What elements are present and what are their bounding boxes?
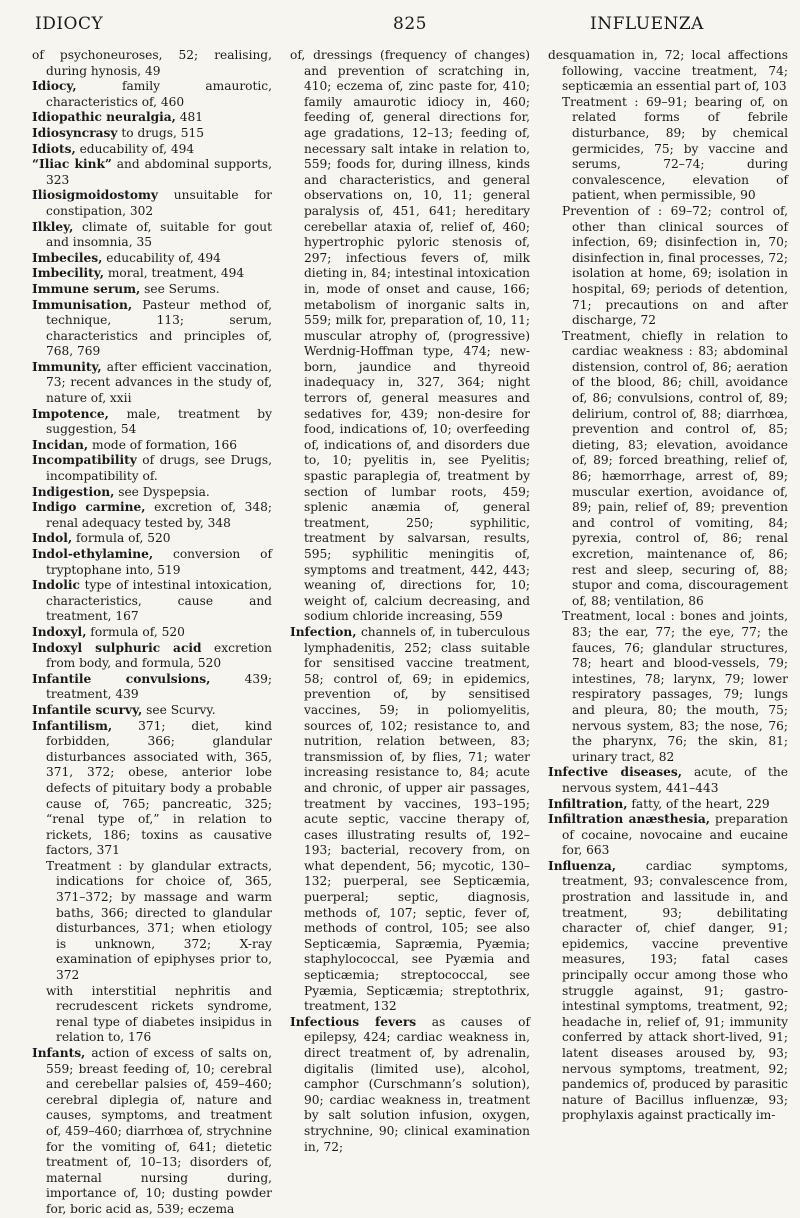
- entry-heading: Indolic: [32, 578, 80, 593]
- entry-heading: Idiots,: [32, 141, 76, 156]
- entry-heading: Indigo carmine,: [32, 500, 146, 515]
- entry-text: fatty, of the heart, 229: [627, 796, 770, 811]
- entry-heading: Indol,: [32, 531, 73, 546]
- index-entry: [32, 251, 272, 267]
- entry-text: unsuitable for constipation, 302: [46, 188, 272, 218]
- entry-text: moral, treatment, 494: [103, 266, 245, 281]
- index-entry: [548, 329, 788, 610]
- entry-heading: Infantile scurvy,: [32, 702, 143, 717]
- index-entry: [32, 142, 272, 158]
- index-column-1: [32, 48, 272, 1216]
- index-entry: [32, 188, 272, 219]
- entry-text: and abdominal supports, 323: [46, 157, 272, 187]
- entry-text: see Dyspepsia.: [114, 484, 210, 499]
- index-entry: [32, 79, 272, 110]
- index-entry: [548, 797, 788, 813]
- running-header: [0, 14, 800, 44]
- entry-heading: Influenza,: [548, 858, 616, 873]
- header-left-word: IDIOCY: [35, 14, 104, 34]
- entry-text: Pasteur method of, technique, 113; serum, characteristics and principles of, 768, 769: [46, 297, 272, 359]
- entry-heading: Incompatibility: [32, 453, 137, 468]
- entry-heading: Infants,: [32, 1046, 86, 1060]
- index-entry: [32, 500, 272, 531]
- entry-heading: Idiopathic neuralgia,: [32, 110, 176, 125]
- entry-text: to drugs, 515: [117, 125, 204, 140]
- entry-text: mode of formation, 166: [88, 437, 238, 452]
- index-entry: [32, 360, 272, 407]
- entry-heading: Infectious fevers: [290, 1014, 417, 1029]
- entry-text: type of intestinal intoxication, characteristics, cause and treatment, 167: [46, 578, 272, 624]
- entry-text: see Scurvy.: [142, 702, 216, 717]
- index-entry: [32, 157, 272, 188]
- entry-heading: Imbeciles,: [32, 250, 103, 265]
- entry-heading: Ilkley,: [32, 219, 74, 234]
- entry-heading: Incidan,: [32, 437, 89, 452]
- entry-text: see Serums.: [140, 281, 220, 296]
- index-entry: [32, 220, 272, 251]
- entry-text: of, dressings (frequency of changes) and prevention of scratching in, 410; eczema of, zinc paste for, 410; family amaurotic idiocy in, 460; feeding of, general directions for, age gradations, 12–13; feeding of, necessary salt intake in relation to, 559; foods for, during illness, kinds and characteristics, and general observations on, 10, 11; general paralysis of, 451, 641; hereditary cerebellar ataxia of, relief of, 460; hypertrophic pyloric stenosis of, 297; infectious fevers of, milk dieting in, 84; intestinal intoxication in, mode of onset and cause, 166; metabolism of inorganic salts in, 559; milk for, preparation of, 10, 11; muscular atrophy of, (progressive) Werdnig-Hoffman type, 474; new-born, jaundice and thyreoid inadequacy in, 327, 364; night terrors of, general measures and sedatives for, 439; non-desire for food, indications of, 10; overfeeding of, indications of, and disorders due to, 10; pyelitis in, see Pyelitis; spastic paraplegia of, treatment by section of lumbar roots, 459; splenic anæmia of, general treatment, 250; syphilitic, treatment by salvarsan, results, 595; syphilitic meningitis of, symptoms and treatment, 442, 443; weaning of, directions for, 10; weight of, calcium decreasing, and sodium chloride increasing, 559: [290, 48, 530, 624]
- entry-text: climate of, suitable for gout and insomnia, 35: [46, 219, 272, 250]
- entry-heading: Idiosyncrasy: [32, 125, 118, 140]
- entry-text: educability of, 494: [102, 250, 221, 265]
- entry-text: 481: [175, 110, 204, 125]
- entry-heading: Indigestion,: [32, 484, 115, 499]
- index-entry: [548, 48, 788, 95]
- entry-heading: Infective diseases,: [548, 765, 682, 780]
- index-entry: [32, 578, 272, 625]
- entry-heading: Indoxyl sulphuric acid: [32, 640, 202, 655]
- entry-text: excretion of, 348; renal adequacy tested by, 348: [46, 500, 272, 530]
- entry-heading: Imbecility,: [32, 266, 104, 281]
- entry-text: as causes of epilepsy, 424; cardiac weakness in, direct treatment of, by adrenalin, digitalis (limited use), alcohol, camphor (Curschmann’s solution), 90; cardiac weakness in, treatment by salt solution infusion, oxygen, strychnine, 90; clinical examination in, 72;: [304, 1014, 530, 1154]
- index-entry: [32, 719, 272, 859]
- entry-text: preparation of cocaine, novocaine and eucaine for, 663: [562, 812, 789, 858]
- entry-text: Treatment, local : bones and joints, 83; the ear, 77; the eye, 77; the fauces, 76; glandular structures, 78; heart and blood-vessels, 79; intestines, 78; larynx, 79; lower respiratory passages, 79; lungs and pleura, 80; the mouth, 75; nervous system, 83; the nose, 76; the pharynx, 76; the skin, 81; urinary tract, 82: [562, 609, 788, 764]
- index-entry: [32, 1046, 272, 1218]
- entry-heading: Indoxyl,: [32, 624, 87, 639]
- header-right-word: INFLUENZA: [590, 14, 704, 34]
- entry-text: Prevention of : 69–72; control of, other than clinical sources of infection, 69; disinfection in, 70; disinfection in, final processes, 72; isolation at home, 69; isolation in hospital, 69; periods of detention, 71; precautions on and after discharge, 72: [562, 203, 788, 328]
- entry-text: 439; treatment, 439: [46, 671, 272, 702]
- entry-text: with interstitial nephritis and recrudescent rickets syndrome, renal type of diabetes insipidus in relation to, 176: [46, 983, 272, 1045]
- index-entry: [32, 298, 272, 360]
- index-entry: [32, 859, 272, 984]
- entry-heading: Immune serum,: [32, 281, 141, 296]
- entry-heading: Infantile convulsions,: [32, 671, 211, 686]
- entry-text: of drugs, see Drugs, incompatibility of.: [46, 453, 272, 484]
- index-entry: [32, 438, 272, 454]
- index-entry: [32, 547, 272, 578]
- index-column-2: [290, 48, 530, 1154]
- entry-heading: Idiocy,: [32, 79, 77, 94]
- entry-heading: Immunity,: [32, 359, 102, 374]
- entry-text: formula of, 520: [86, 624, 185, 639]
- index-entry: [548, 204, 788, 329]
- index-entry: [32, 672, 272, 703]
- index-entry: [32, 126, 272, 142]
- entry-text: action of excess of salts on, 559; breast feeding of, 10; cerebral and cerebellar palsies of, 459–460; cerebral diplegia of, nature and causes, symptoms, and treatment of, 459–460; diarrhœa of, strychnine for the vomiting of, 641; dietetic treatment of, 10–13; disorders of, maternal nursing during, importance of, 10; dusting powder for, boric acid as, 539; eczema: [46, 1046, 272, 1216]
- entry-text: 371; diet, kind forbidden, 366; glandular disturbances associated with, 365, 371, 372; obese, anterior lobe defects of pituitary body a probable cause of, 765; pancreatic, 325; “renal type of,” in relation to rickets, 186; toxins as causative factors, 371: [46, 718, 272, 858]
- entry-text: Treatment : 69–91; bearing of, on related forms of febrile disturbance, 89; by chemical germicides, 75; by vaccine and serums, 72–74; during convalescence, elevation of patient, when permissible, 90: [562, 94, 788, 203]
- index-entry: [548, 609, 788, 765]
- index-entry: [548, 812, 788, 859]
- index-column-3: [548, 48, 789, 1123]
- index-entry: [32, 48, 272, 79]
- index-entry: [290, 1015, 530, 1155]
- entry-text: of psychoneuroses, 52; realising, during hynosis, 49: [32, 48, 272, 78]
- entry-text: desquamation in, 72; local affections following, vaccine treatment, 74; septicæmia an essential part of, 103: [548, 48, 788, 94]
- page-number: 825: [393, 14, 427, 34]
- entry-text: excretion from body, and formula, 520: [46, 640, 272, 671]
- index-entry: [32, 485, 272, 501]
- entry-text: cardiac symptoms, treatment, 93; convalescence from, prostration and lassitude in, and treatment, 93; debilitating character of, chief danger, 91; epidemics, vaccine preventive measures, 193; fatal cases principally occur among those who struggle against, 91; gastro-intestinal symptoms, treatment, 92; headache in, relief of, 91; immunity conferred by attack short-lived, 91; latent diseases aroused by, 93; nervous symptoms, treatment, 92; pandemics of, produced by parasitic nature of Bacillus influenzæ, 93; prophylaxis against practically im-: [562, 858, 788, 1123]
- index-entry: [32, 531, 272, 547]
- index-entry: [32, 453, 272, 484]
- index-entry: [548, 765, 788, 796]
- entry-text: male, treatment by suggestion, 54: [46, 406, 272, 437]
- index-entry: [290, 625, 530, 1015]
- entry-text: family amaurotic, characteristics of, 460: [46, 79, 272, 109]
- entry-heading: Infiltration,: [548, 796, 628, 811]
- entry-text: acute, of the nervous system, 441–443: [562, 765, 788, 795]
- entry-heading: Infiltration anæsthesia,: [548, 812, 711, 827]
- entry-text: conversion of tryptophane into, 519: [46, 547, 272, 577]
- entry-heading: Infection,: [290, 624, 357, 639]
- entry-heading: “Iliac kink”: [32, 157, 112, 172]
- entry-heading: Infantilism,: [32, 718, 113, 733]
- index-entry: [32, 984, 272, 1046]
- entry-text: channels of, in tuberculous lymphadenitis, 252; class suitable for sensitised vaccine treatment, 58; control of, 69; in epidemics, prevention of, by sensitised vaccines, 59; in poliomyelitis, sources of, 102; resistance to, and nutrition, relation between, 83; transmission of, by flies, 71; water increasing resistance to, 84; acute and chronic, of upper air passages, treatment by vaccines, 193–195; acute septic, vaccine therapy of, cases illustrating results of, 192–193; bacterial, recovery from, on what dependent, 56; mycotic, 130–132; puerperal, see Septicæmia, puerperal; septic, diagnosis, methods of, 107; septic, fever of, methods of control, 105; see also Septicæmia, Sapræmia, Pyæmia; staphylococcal, see Pyæmia and septicæmia; streptococcal, see Pyæmia, Septicæmia; streptothrix, treatment, 132: [304, 624, 530, 1014]
- index-entry: [32, 266, 272, 282]
- entry-text: formula of, 520: [72, 531, 171, 546]
- index-entry: [32, 407, 272, 438]
- index-entry: [32, 282, 272, 298]
- index-entry: [32, 703, 272, 719]
- entry-heading: Impotence,: [32, 406, 109, 421]
- index-entry: [32, 110, 272, 126]
- entry-text: after efficient vaccination, 73; recent advances in the study of, nature of, xxii: [46, 359, 272, 406]
- index-entry: [548, 95, 788, 204]
- entry-heading: Indol-ethylamine,: [32, 547, 154, 561]
- entry-heading: Immunisation,: [32, 297, 133, 312]
- index-entry: [290, 48, 530, 625]
- entry-heading: Iliosigmoidostomy: [32, 188, 159, 203]
- entry-text: Treatment, chiefly in relation to cardiac weakness : 83; abdominal distension, control of, 86; aeration of the blood, 86; chill, avoidance of, 86; convulsions, control of, 89; delirium, control of, 88; diarrhœa, prevention and control of, 85; dieting, 83; elevation, avoidance of, 89; forced breathing, relief of, 86; hæmorrhage, arrest of, 89; muscular exertion, avoidance of, 89; pain, relief of, 89; prevention and control of vomiting, 84; pyrexia, control of, 86; renal excretion, maintenance of, 86; rest and sleep, securing of, 88; stupor and coma, discouragement of, 88; ventilation, 86: [562, 328, 788, 608]
- entry-text: educability of, 494: [75, 141, 195, 156]
- entry-text: Treatment : by glandular extracts, indications for choice of, 365, 371–372; by massage and warm baths, 366; directed to glandular disturbances, 371; when etiology is unknown, 372; X-ray examination of epiphyses prior to, 372: [46, 858, 272, 983]
- index-entry: [32, 625, 272, 641]
- index-entry: [548, 859, 788, 1124]
- index-entry: [32, 641, 272, 672]
